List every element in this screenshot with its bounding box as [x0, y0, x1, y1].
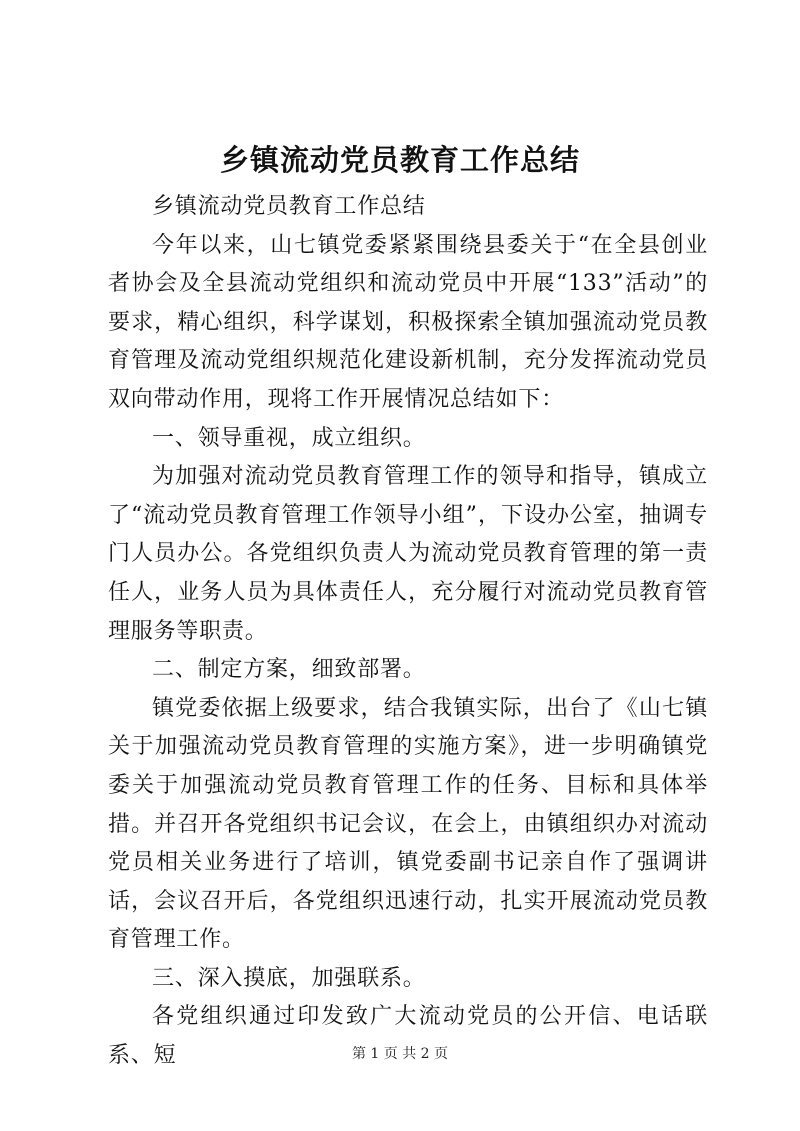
paragraph-subtitle: 乡镇流动党员教育工作总结 — [152, 194, 426, 219]
section-heading-1: 一、领导重视，成立组织。 — [152, 425, 426, 451]
section-heading-2: 二、制定方案，细致部署。 — [152, 657, 426, 683]
document-title: 乡镇流动党员教育工作总结 — [219, 143, 580, 177]
paragraph-intro: 今年以来，山七镇党委紧紧围绕县委关于“在全县创业者协会及全县流动党组织和流动党员中开展“133”活动”的要求，精心组织，科学谋划，积极探索全镇加强流动党员教育管理及流动党组织规范化建设新机制，充分发挥流动党员双向带动作用，现将工作开展情况总结如下： — [108, 232, 708, 412]
paragraph-section-3: 各党组织通过印发致广大流动党员的公开信、电话联系、短 — [108, 1004, 708, 1069]
section-heading-3: 三、深入摸底，加强联系。 — [152, 965, 426, 991]
document-body — [108, 188, 708, 1076]
page-footer: 第 1 页 共 2 页 — [351, 1046, 449, 1062]
paragraph-section-1: 为加强对流动党员教育管理工作的领导和指导，镇成立了“流动党员教育管理工作领导小组”，下设办公室，抽调专门人员办公。各党组织负责人为流动党员教育管理的第一责任人，业务人员为具体责任人，充分履行对流动党员教育管理服务等职责。 — [108, 464, 708, 644]
paragraph-section-2: 镇党委依据上级要求，结合我镇实际，出台了《山七镇关于加强流动党员教育管理的实施方案》，进一步明确镇党委关于加强流动党员教育管理工作的任务、目标和具体举措。并召开各党组织书记会议，在会上，由镇组织办对流动党员相关业务进行了培训，镇党委副书记亲自作了强调讲话，会议召开后，各党组织迅速行动，扎实开展流动党员教育管理工作。 — [108, 695, 708, 953]
